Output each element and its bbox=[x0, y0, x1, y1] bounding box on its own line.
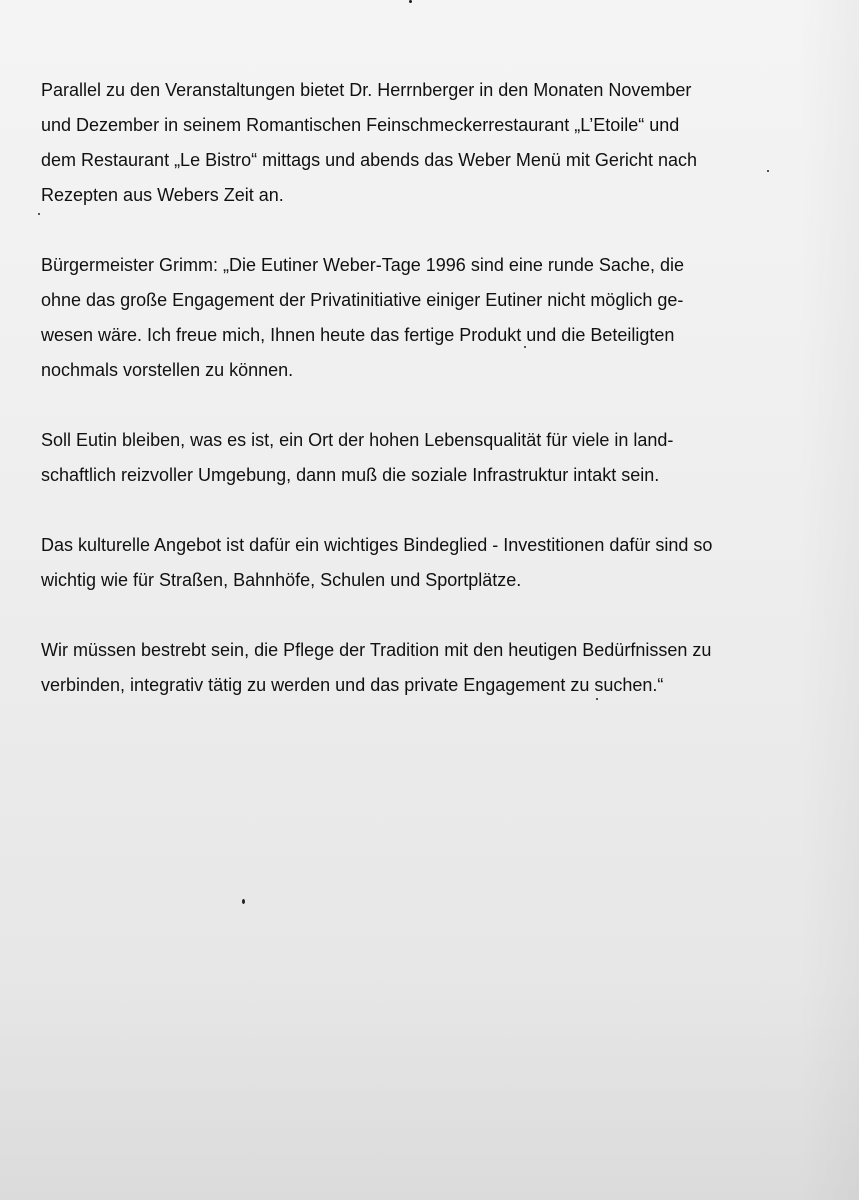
text-line: Rezepten aus Webers Zeit an. bbox=[41, 185, 284, 205]
paragraph-mayor-quote bbox=[41, 248, 821, 388]
text-line: Das kulturelle Angebot ist dafür ein wichtiges Bindeglied - Investitionen dafür sind so bbox=[41, 535, 713, 555]
text-line: Parallel zu den Veranstaltungen bietet Dr. Herrnberger in den Monaten November bbox=[41, 80, 692, 100]
text-line: Wir müssen bestrebt sein, die Pflege der Tradition mit den heutigen Bedürfnissen zu bbox=[41, 640, 712, 660]
text-line: nochmals vorstellen zu können. bbox=[41, 360, 294, 380]
text-line: wesen wäre. Ich freue mich, Ihnen heute das fertige Produkt und die Beteiligten bbox=[41, 325, 675, 345]
text-line: schaftlich reizvoller Umgebung, dann muß die soziale Infrastruktur intakt sein. bbox=[41, 465, 660, 485]
dust-speck bbox=[409, 0, 412, 3]
text-line: und Dezember in seinem Romantischen Feinschmeckerrestaurant „L’Etoile“ und bbox=[41, 115, 680, 135]
text-line: ohne das große Engagement der Privatinitiative einiger Eutiner nicht möglich ge- bbox=[41, 290, 684, 310]
text-line: dem Restaurant „Le Bistro“ mittags und abends das Weber Menü mit Gericht nach bbox=[41, 150, 697, 170]
paragraph-cultural-offer bbox=[41, 528, 821, 598]
text-line: wichtig wie für Straßen, Bahnhöfe, Schulen und Sportplätze. bbox=[41, 570, 522, 590]
paragraph-eutin-quality bbox=[41, 423, 821, 493]
scan-shadow-bottom bbox=[0, 980, 859, 1200]
dust-speck bbox=[38, 213, 40, 215]
text-line: Soll Eutin bleiben, was es ist, ein Ort der hohen Lebensqualität für viele in land- bbox=[41, 430, 674, 450]
paragraph-tradition bbox=[41, 633, 821, 703]
dust-speck bbox=[242, 899, 245, 904]
paragraph-weber-menu bbox=[41, 73, 821, 213]
text-line: verbinden, integrativ tätig zu werden und das private Engagement zu suchen.“ bbox=[41, 675, 664, 695]
document-body bbox=[41, 73, 821, 738]
text-line: Bürgermeister Grimm: „Die Eutiner Weber-Tage 1996 sind eine runde Sache, die bbox=[41, 255, 684, 275]
